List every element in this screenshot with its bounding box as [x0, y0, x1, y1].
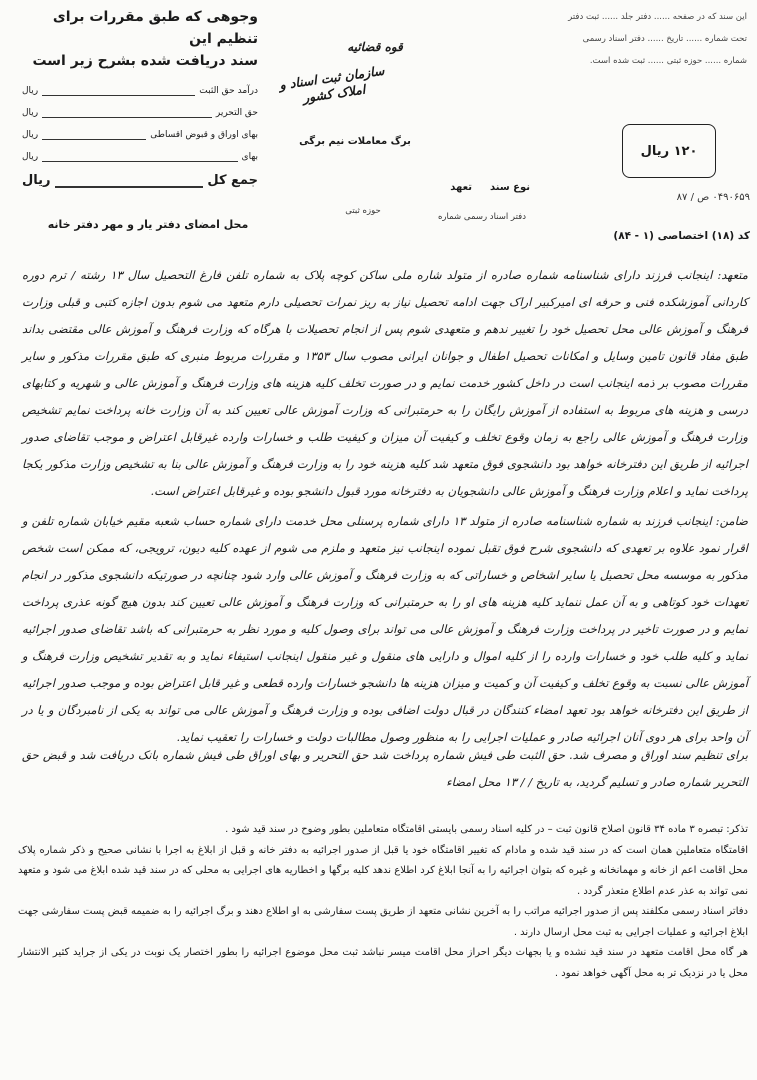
doc-type-row — [410, 182, 530, 193]
guarantor-paragraph — [22, 508, 749, 744]
fee-item — [22, 80, 258, 96]
fee-total-unit: ریال — [22, 173, 51, 188]
fee-item-unit: ریال — [22, 108, 39, 118]
organization-name: سازمان ثبت اسناد و املاک کشور — [278, 62, 386, 106]
ref-line-text: این سند که در صفحه ...... دفتر جلد ...... ثبت دفتر — [568, 12, 747, 22]
district-label: حوزه ثبتی — [345, 206, 381, 216]
obligor-text: متعهد: اینجانب فرزند دارای شناسنامه شماره صادره از متولد شاره ملی ساکن کوچه پلاک به شماره تلفن فارغ التحصیل سال ۱۳ رشته / ترم دوره کاردانی آموزشکده فنی و حرفه ای امیرکبیر اراک جهت ادامه تحصیل نیاز به ریز نمرات تحصیلی دارم متعهد می شوم بدون اجازه کتبی و قبلی وزارت فرهنگ و آموزش عالی محل تحصیل خود را تغییر ندهم و متعهدی شوم پس از انجام تحصیلات با هرگاه که وزارت فرهنگ و آموزش عالی مقتضی بداند طبق مفاد قانون تامین وسایل و امکانات تحصیل اطفال و جوانان ایرانی مصوب سال ۱۳۵۳ و مقررات مربوط منبری که طبق مقررات مذکور و سایر مقررات مصوب بر ذمه اینجانب است در داخل کشور خدمت نمایم و در صورت تخلف کلیه هزینه های وزارت فرهنگ و آموزش عالی و شهریه و کتابهای درسی و هزینه های مربوط به استفاده از آموزش رایگان را به حرمتبرانی که وزارت آموزش عالی تعیین کند به آن وزارت خانه پرداخت نمایم تشخیص وزارت فرهنگ و آموزش عالی راجع به زمان وقوع تخلف و کیفیت آن میزان و کیفیت طلب و خسارات وارده غیرقابل اعتراض و موجب تقاضای صدور اجرائیه از طریق این دفترخانه خواهد بود دانشجوی فوق متعهد شد کلیه هزینه خود را به وزارت فرهنگ و آموزش عالی بنا به تشخیص وزارت مذکور یکجا پرداخت نماید و اعلام وزارت فرهنگ و آموزش عالی دانشجویان به دفترخانه مورد قبول دانشجو بوده و غیرقابل اعتراض است. — [22, 268, 748, 498]
registry-reference — [522, 0, 747, 66]
office-number-label: دفتر اسناد رسمی شماره — [437, 212, 527, 222]
payment-line — [22, 742, 748, 798]
serial-number: ۰۴۹۰۶۵۹ ص / ۸۷ — [676, 192, 750, 203]
fee-item — [22, 146, 258, 162]
note-item: دفاتر اسناد رسمی مکلفند پس از صدور اجرائیه مراتب را به آخرین نشانی متعهد از طریق پست سفارشی به او اطلاع دهند و برگ اجرائیه را به ضمیمه قبض پست سفارشی جهت ابلاغ اجرائیه و عملیات اجرایی به ثبت محل ارسال دارند . — [18, 906, 748, 938]
judiciary-heading: قوه قضائیه — [347, 40, 403, 54]
note-item: تذکر: تبصره ۳ ماده ۳۴ قانون اصلاح قانون ثبت – در کلیه اسناد رسمی بایستی اقامتگاه متعاملین بطور وضوح در سند قید شود . — [225, 824, 748, 835]
fee-item-unit: ریال — [22, 152, 39, 162]
fee-section — [22, 6, 258, 188]
ref-line — [522, 22, 747, 44]
office-signature-label: محل امضای دفتر یار و مهر دفتر خانه — [47, 218, 249, 231]
fee-item — [22, 124, 258, 140]
fee-item-line — [42, 85, 195, 96]
form-code: کد (۱۸) اختصاصی (۱ - ۸۴) — [613, 230, 750, 242]
fee-item-line — [42, 129, 146, 140]
note-item: هر گاه محل اقامت متعهد در سند قید نشده و یا بجهات دیگر احراز محل اقامت میسر نباشد ثبت محل موضوع اجرائیه را بطور اختصار یک نوبت در یکی از جراید کثیر الانتشار محل یا در نزدیک تر به محل آگهی خواهد نمود . — [18, 947, 748, 979]
ref-line-text: شماره ...... حوزه ثبتی ...... ثبت شده است. — [589, 56, 747, 66]
ref-line — [522, 44, 747, 66]
ref-line — [522, 0, 747, 22]
price-box: ۱۲۰ ریال — [622, 124, 716, 178]
doc-type-value: تعهد — [450, 182, 472, 193]
guarantor-text: ضامن: اینجانب فرزند به شماره شناسنامه صادره از متولد ۱۳ دارای شماره پرسنلی محل خدمت دارای شماره حساب شعبه مقیم خیابان شماره تلفن و اقرار نمود علاوه بر تعهدی که دانشجوی شرح فوق تقبل نموده اینجانب نیز متعهد و ملزم می شوم از عهده کلیه دیون، ترویجی، که ممکن است شخص مذکور به موسسه محل تحصیل یا سایر اشخاص و خساراتی که به وزارت فرهنگ و آموزش عالی وارد شود چنانچه در صورتیکه دانشجوی مذکور در انجام تعهدات خود کوتاهی و به آن عمل ننماید کلیه هزینه های او را به حرمتبرانی که وزارت فرهنگ و آموزش عالی تعیین کند بدون هیچ گونه عذری پرداخت نمایم و در صورت تاخیر در پرداخت وزارت فرهنگ و آموزش عالی می تواند برای وصول کلیه و مورد نظر به حرمتبرانی که باشد تقاضای صدور اجرائیه نماید و کلیه طلب خود و خسارات وارده را از کلیه اموال و دارایی های منقول و غیر منقول اینجانب استیفاء نماید و به تقدیر تشخیص وزارت فرهنگ و آموزش عالی نسبت به وقوع تخلف و کیفیت آن و کمیت و میزان هزینه ها دانشجو خسارات وارده قطعی و غیر قابل اعتراض بوده و موجب صدور اجرائیه از طریق این دفترخانه خواهد بود تعهد امضاء کنندگان در قبال دولت اضافی بوده و وزارت فرهنگ و آموزش عالی می تواند به یکی از نامبردگان و یا در آن واحد برای هر دوی آنان اجرائیه صادر و عملیات اجرایی را به منظور وصول مطالبات دولت و خسارات را تعقیب نماید. — [22, 514, 749, 744]
legal-notes — [18, 820, 748, 984]
fee-total-label: جمع کل — [207, 173, 258, 188]
price-frame — [624, 124, 716, 176]
fee-title-line1: وجوهی که طبق مقررات برای تنظیم این — [52, 9, 258, 47]
doc-type-label: نوع سند — [489, 182, 530, 193]
fee-item-label: بهای — [241, 152, 258, 162]
fee-item-line — [42, 107, 212, 118]
fee-item — [22, 102, 258, 118]
fee-title-line2: سند دریافت شده بشرح زیر است — [32, 53, 258, 69]
fee-item-label: بهای اوراق و قبوض اقساطی — [150, 130, 258, 140]
fee-item-unit: ریال — [22, 86, 39, 96]
fee-total — [22, 170, 258, 188]
obligor-paragraph — [22, 262, 748, 498]
fee-item-unit: ریال — [22, 130, 39, 140]
fee-item-line — [42, 151, 237, 162]
fee-item-label: درآمد حق الثبت — [199, 86, 258, 96]
note-item: اقامتگاه متعاملین همان است که در سند قید شده و مادام که تغییر اقامتگاه خود یا قبل از صدور اجرائیه به دفتر خانه و قبل از ابلاغ به اجرا با نشانی صحیح و ذکر شماره پلاک محل اقامت اعم از خانه و مهمانخانه و غیره که بتوان اجرائیه را به آنجا ابلاغ کرد اطلاع ندهد کلیه برگها و اخطاریه های اجرایی به محلی که در سند قید شده ابلاغ می شود و متعهد نمی تواند به عذر عدم اطلاع متعذر گردد . — [18, 844, 748, 897]
ref-line-text: تحت شماره ...... تاریخ ...... دفتر اسناد رسمی — [582, 34, 747, 44]
fee-total-line — [55, 176, 204, 188]
payment-text: برای تنظیم سند اوراق و مصرف شد. حق الثبت طی فیش شماره پرداخت شد حق التحریر و بهای اوراق طی فیش شماره بانک دریافت شد و قبض حق التحریر شماره صادر و تسلیم گردید، به تاریخ / / ۱۳ محل امضاء — [22, 748, 748, 789]
fee-item-label: حق التحریر — [215, 108, 258, 118]
form-name: برگ معاملات نیم برگی — [299, 136, 411, 147]
